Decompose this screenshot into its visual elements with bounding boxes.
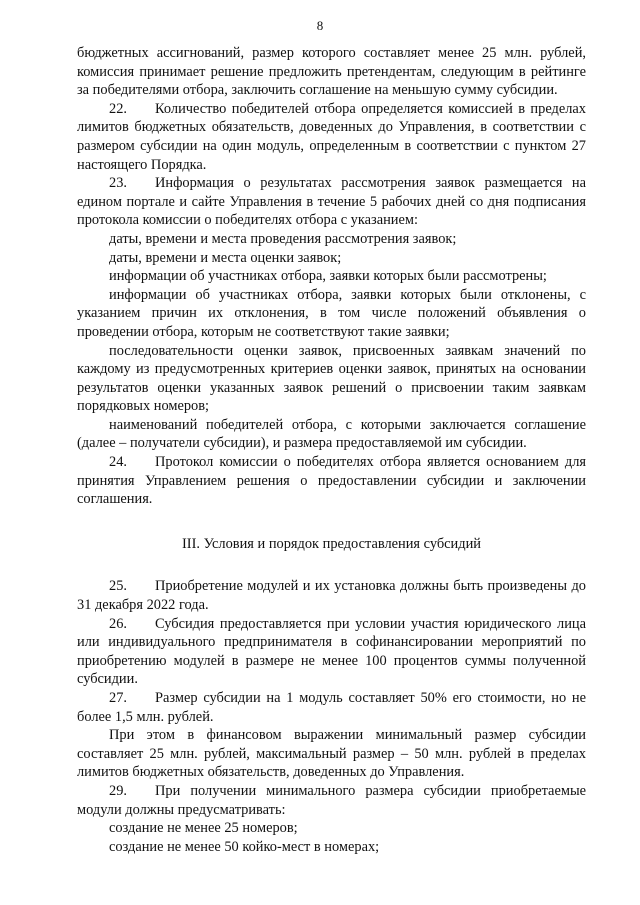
paragraph-text: последовательности оценки заявок, присвоенных заявкам значений по каждому из предусмотренных критериев оценки заявок, принятых на основании результатов оценки указанных заявок решений о присвоении таким заявкам порядковых номеров; xyxy=(77,342,586,415)
paragraph xyxy=(77,726,586,782)
paragraph xyxy=(77,249,586,268)
paragraphs-after-heading xyxy=(77,577,586,856)
paragraph-text: Количество победителей отбора определяется комиссией в пределах лимитов бюджетных обязательств, доведенных до Управления, в соответствии с размером субсидии на один модуль, определенным в соответствии с пунктом 27 настоящего Порядка. xyxy=(77,100,586,173)
numbered-paragraph xyxy=(77,174,586,230)
paragraph-text: Размер субсидии на 1 модуль составляет 50% его стоимости, но не более 1,5 млн. рублей. xyxy=(77,690,586,725)
paragraph-number: 27. xyxy=(109,690,127,706)
paragraph-text: бюджетных ассигнований, размер которого составляет менее 25 млн. рублей, комиссия принимает решение предложить претендентам, следующим в рейтинге за победителями отбора, заключить соглашение на меньшую сумму субсидии. xyxy=(77,45,586,99)
paragraph-text: создание не менее 50 койко-мест в номерах; xyxy=(109,838,380,855)
paragraph xyxy=(77,819,586,838)
paragraph xyxy=(77,416,586,453)
paragraph xyxy=(77,286,586,342)
paragraph-text: создание не менее 25 номеров; xyxy=(109,820,298,837)
paragraphs-before-heading xyxy=(77,44,586,509)
paragraph xyxy=(77,838,586,857)
numbered-paragraph xyxy=(77,615,586,689)
paragraph-text: При этом в финансовом выражении минимальный размер субсидии составляет 25 млн. рублей, максимальный размер – 50 млн. рублей в пределах лимитов бюджетных обязательств, доведенных до Управления. xyxy=(77,727,586,781)
paragraph-text: наименований победителей отбора, с которыми заключается соглашение (далее – получатели субсидии), и размера предоставляемой им субсидии. xyxy=(77,416,586,452)
numbered-paragraph xyxy=(77,453,586,509)
paragraph-text: даты, времени и места проведения рассмотрения заявок; xyxy=(109,230,457,247)
paragraph-number: 26. xyxy=(109,615,127,632)
paragraph xyxy=(77,342,586,416)
numbered-paragraph xyxy=(77,577,586,614)
numbered-paragraph xyxy=(77,100,586,174)
paragraph-text: Информация о результатах рассмотрения заявок размещается на едином портале и сайте Управления в течение 5 рабочих дней со дня подписания протокола комиссии о победителях отбора с указанием: xyxy=(77,175,586,229)
numbered-paragraph xyxy=(77,782,586,819)
paragraph xyxy=(77,44,586,100)
paragraph-number: 22. xyxy=(109,100,127,117)
page-number: 8 xyxy=(316,18,324,33)
paragraph-number: 25. xyxy=(109,578,127,595)
paragraph-number: 23. xyxy=(109,175,127,192)
document-body xyxy=(77,44,586,856)
paragraph-text: даты, времени и места оценки заявок; xyxy=(109,249,342,266)
paragraph-text: информации об участниках отбора, заявки которых были рассмотрены; xyxy=(109,268,547,285)
paragraph xyxy=(77,230,586,249)
paragraph-text: Субсидия предоставляется при условии участия юридического лица или индивидуального предпринимателя в софинансировании мероприятий по приобретению модулей в размере не менее 100 процентов суммы полученной субсидии. xyxy=(77,615,586,688)
paragraph-number: 24. xyxy=(109,454,127,471)
paragraph-text: информации об участниках отбора, заявки которых были отклонены, с указанием причин их отклонения, в том числе положений объявления о проведении отбора, которым не соответствуют такие заявки; xyxy=(77,286,586,340)
paragraph-text: Приобретение модулей и их установка должны быть произведены до 31 декабря 2022 года. xyxy=(77,578,586,614)
section-heading: III. Условия и порядок предоставления субсидий xyxy=(182,535,481,552)
paragraph xyxy=(77,267,586,286)
numbered-paragraph xyxy=(77,689,586,726)
paragraph-text: Протокол комиссии о победителях отбора является основанием для принятия Управлением решения о предоставлении субсидии и заключении соглашения. xyxy=(77,454,586,508)
paragraph-number: 29. xyxy=(109,782,127,799)
paragraph-text: При получении минимального размера субсидии приобретаемые модули должны предусматривать: xyxy=(77,782,586,818)
